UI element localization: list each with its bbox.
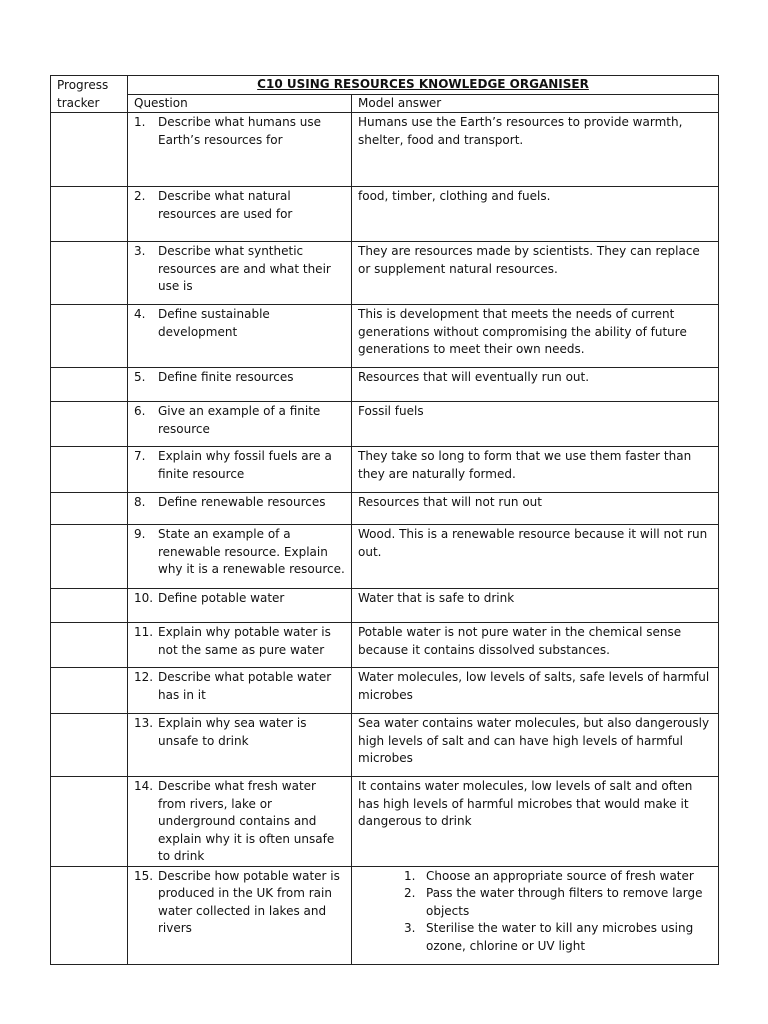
progress-tracker-cell[interactable] [51,623,128,668]
question-text: State an example of a renewable resource. Explain why it is a renewable resource. [158,527,345,576]
table-row [51,493,719,525]
answer-column-header: Model answer [352,94,719,113]
question-text: Explain why fossil fuels are a finite resource [158,449,332,481]
answer-cell: food, timber, clothing and fuels. [352,187,719,242]
column-header-row [51,94,719,113]
question-text: Explain why sea water is unsafe to drink [158,716,307,748]
table-row [51,447,719,493]
progress-tracker-cell[interactable] [51,714,128,777]
question-number: 15. [134,868,154,883]
page-title-text: C10 USING RESOURCES KNOWLEDGE ORGANISER [257,77,589,91]
question-number: 3. [134,244,146,258]
question-text: Define renewable resources [158,495,326,509]
step-text: Sterilise the water to kill any microbes using ozone, chlorine or UV light [426,921,694,953]
question-cell [128,305,352,368]
progress-tracker-cell[interactable] [51,668,128,714]
question-text: Give an example of a finite resource [158,404,321,436]
question-cell [128,402,352,447]
table-row [51,525,719,589]
step-number: 3. [404,921,416,935]
question-number: 9. [134,527,146,541]
question-cell [128,714,352,777]
progress-tracker-cell[interactable] [51,305,128,368]
question-number: 10. [134,591,154,605]
answer-cell: Wood. This is a renewable resource because it will not run out. [352,525,719,589]
answer-cell: Water molecules, low levels of salts, safe levels of harmful microbes [352,668,719,714]
question-cell [128,777,352,867]
question-number: 12. [134,670,154,684]
purification-steps-list [358,868,712,956]
progress-tracker-header: Progress tracker [51,76,128,113]
progress-tracker-cell[interactable] [51,777,128,867]
question-number: 14. [134,779,154,793]
step-text: Pass the water through filters to remove large objects [426,886,703,918]
question-number: 6. [134,404,146,418]
answer-cell: Resources that will not run out [352,493,719,525]
question-number: 4. [134,307,146,321]
progress-tracker-cell[interactable] [51,447,128,493]
page-title [128,76,719,95]
answer-cell: Humans use the Earth’s resources to provide warmth, shelter, food and transport. [352,113,719,187]
table-row [51,589,719,623]
question-number: 11. [134,625,154,639]
step-number: 1. [404,868,416,883]
answer-cell: Water that is safe to drink [352,589,719,623]
progress-tracker-cell[interactable] [51,242,128,305]
answer-cell: Potable water is not pure water in the chemical sense because it contains dissolved substances. [352,623,719,668]
progress-tracker-cell[interactable] [51,589,128,623]
question-text: Describe what potable water has in it [158,670,332,702]
list-item [404,920,712,955]
answer-cell: They take so long to form that we use them faster than they are naturally formed. [352,447,719,493]
table-row [51,368,719,402]
answer-cell: This is development that meets the needs of current generations without compromising the ability of future generations to meet their own needs. [352,305,719,368]
table-row [51,668,719,714]
question-cell [128,866,352,964]
table-row [51,113,719,187]
table-row [51,777,719,867]
question-text: Define finite resources [158,370,294,384]
list-item [404,868,712,886]
table-row [51,866,719,964]
progress-tracker-cell[interactable] [51,525,128,589]
question-cell [128,525,352,589]
list-item [404,885,712,920]
question-text: Describe what fresh water from rivers, lake or underground contains and explain why it is often unsafe to drink [158,779,335,863]
question-cell [128,368,352,402]
question-cell [128,242,352,305]
answer-cell: Resources that will eventually run out. [352,368,719,402]
table-row [51,187,719,242]
question-number: 13. [134,716,154,730]
knowledge-organiser-table [50,75,719,965]
title-row [51,76,719,95]
progress-tracker-cell[interactable] [51,187,128,242]
progress-tracker-cell[interactable] [51,402,128,447]
progress-tracker-cell[interactable] [51,493,128,525]
step-text: Choose an appropriate source of fresh water [426,868,694,883]
question-number: 2. [134,189,146,203]
question-cell [128,668,352,714]
answer-cell: They are resources made by scientists. They can replace or supplement natural resources. [352,242,719,305]
table-row [51,305,719,368]
question-cell [128,187,352,242]
question-cell [128,589,352,623]
question-cell [128,493,352,525]
answer-cell: It contains water molecules, low levels of salt and often has high levels of harmful microbes that would make it dangerous to drink [352,777,719,867]
answer-cell [352,866,719,964]
table-row [51,242,719,305]
question-number: 8. [134,495,146,509]
table-row [51,623,719,668]
question-text: Describe what natural resources are used for [158,189,293,221]
question-cell [128,623,352,668]
question-text: Describe what humans use Earth’s resources for [158,115,322,147]
table-row [51,402,719,447]
question-text: Define sustainable development [158,307,270,339]
question-text: Define potable water [158,591,285,605]
progress-tracker-cell[interactable] [51,866,128,964]
progress-tracker-cell[interactable] [51,368,128,402]
progress-tracker-cell[interactable] [51,113,128,187]
answer-cell: Fossil fuels [352,402,719,447]
question-text: Explain why potable water is not the same as pure water [158,625,331,657]
question-number: 7. [134,449,146,463]
question-text: Describe how potable water is produced in the UK from rain water collected in lakes and rivers [158,868,340,935]
step-number: 2. [404,886,416,900]
question-number: 5. [134,370,146,384]
question-column-header: Question [128,94,352,113]
table-row [51,714,719,777]
question-text: Describe what synthetic resources are and what their use is [158,244,331,293]
answer-cell: Sea water contains water molecules, but also dangerously high levels of salt and can have high levels of harmful microbes [352,714,719,777]
question-cell [128,447,352,493]
question-number: 1. [134,115,146,129]
question-cell [128,113,352,187]
